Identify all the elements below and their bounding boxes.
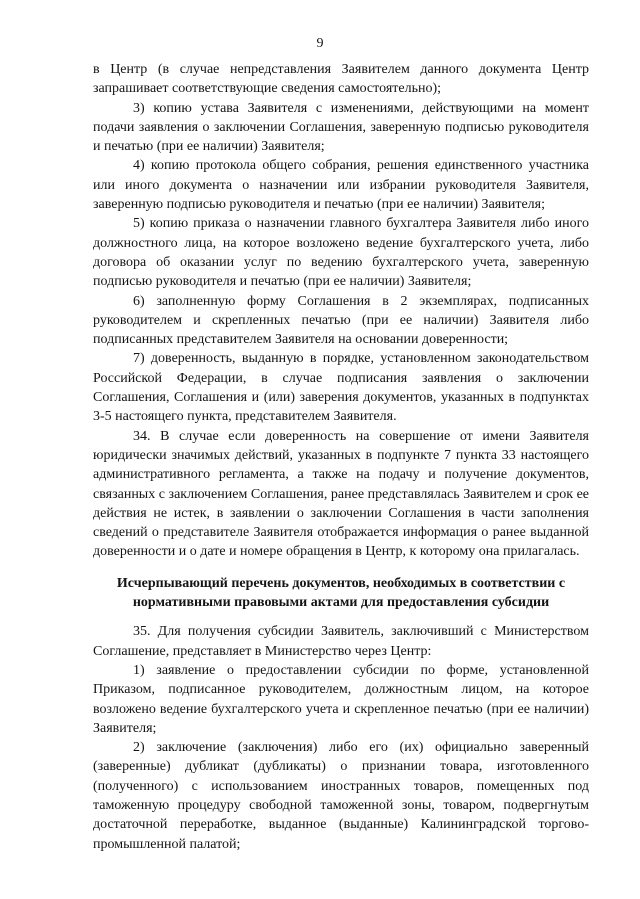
list-item-5: 5) копию приказа о назначении главного бухгалтера Заявителя либо иного должностного лица, на которое возложено ведение бухгалтерского учета, либо договора об оказании услуг по ведению бухгалтерского учета, заверенную подписью руководителя и печатью (при ее наличии) Заявителя; — [93, 216, 589, 290]
clause-35: 35. Для получения субсидии Заявитель, заключивший с Министерством Соглашение, представляет в Министерство через Центр: — [93, 624, 589, 659]
clause-34: 34. В случае если доверенность на совершение от имени Заявителя юридически значимых действий, указанных в подпункте 7 пункта 33 настоящего административного регламента, а также на подачу и получение документов, связанных с заключением Соглашения, ранее представлялась Заявителем и срок ее действия не истек, в заявлении о заключении Соглашения в части заполнения сведений о представителе Заявителя отображается информация о ранее выданной доверенности и о дате и номере обращения в Центр, к которому она прилагалась. — [93, 428, 589, 560]
section-heading: Исчерпывающий перечень документов, необходимых в соответствии с нормативными правовыми актами для предоставления субсидии — [116, 575, 566, 611]
list-item-2: 2) заключение (заключения) либо его (их) официально заверенный (заверенные) дубликат (дубликаты) о признании товара, изготовленного (полученного) с использованием иностранных товаров, помещенных под таможенную процедуру свободной таможенной зоны, товаром, подвергнутым достаточной переработке, выданное (выданные) Калининградской торгово-промышленной палатой; — [93, 740, 589, 852]
list-item-6: 6) заполненную форму Соглашения в 2 экземплярах, подписанных руководителем и скрепленных печатью (при ее наличии) Заявителя либо подписанных представителем Заявителя на основании доверенности; — [93, 293, 589, 348]
page-number: 9 — [316, 36, 324, 51]
list-item-3: 3) копию устава Заявителя с изменениями, действующими на момент подачи заявления о заключении Соглашения, заверенную подписью руководителя и печатью (при ее наличии) Заявителя; — [93, 100, 589, 155]
document-body — [93, 60, 589, 854]
list-item-7: 7) доверенность, выданную в порядке, установленном законодательством Российской Федерации, в случае подписания заявления о заключении Соглашения, Соглашения и (или) заверения документов, указанных в подпунктах 3-5 настоящего пункта, представителем Заявителя. — [93, 351, 589, 425]
list-item-4: 4) копию протокола общего собрания, решения единственного участника или иного документа о назначении или избрании руководителя Заявителя, заверенную подписью руководителя и печатью (при ее наличии) Заявителя; — [93, 158, 589, 213]
list-item-1: 1) заявление о предоставлении субсидии по форме, установленной Приказом, подписанное руководителем, должностным лицом, на которое возложено ведение бухгалтерского учета и скрепленное печатью (при ее наличии) Заявителя; — [93, 662, 589, 736]
paragraph-continuation: в Центр (в случае непредставления Заявителем данного документа Центр запрашивает соответствующие сведения самостоятельно); — [93, 62, 589, 97]
